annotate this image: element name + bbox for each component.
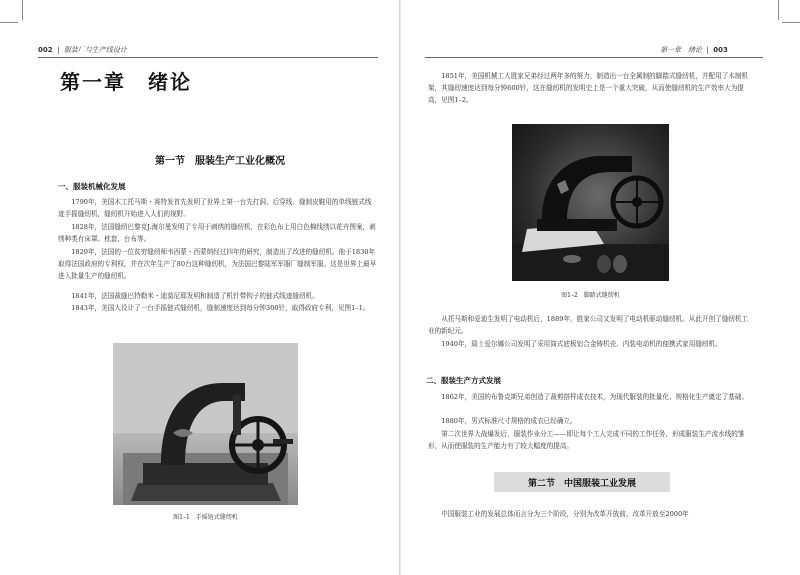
figure-caption-1: 图1–1 手摇链式缝纫机 [173,514,238,521]
right-running-header [660,45,728,55]
paragraph: 1828年，法国缝纫巴黎克J.海尔曼发明了专用于刺绣的缝纫机，在彩色布上用白色棉线绣以花卉图案，刺绣种类有床罩、枕套、台布等。 [58,223,376,243]
paragraph: 1841年，法国裁缝巴特勒米・迪莫尼耶发明和制造了机针带钩子的链式线迹缝纫机。 [71,292,319,300]
paragraph: 1880年，男式标准尺寸规格的成衣已经确立。 [441,417,577,425]
paragraph: 从托马斯和爱迪生发明了电动机后，1889年，胜家公司又发明了电动机驱动缝纫机。从此开创了缝纫机工业的新纪元。 [428,315,749,335]
paragraph: 1843年，美国人设计了一台手摇链式缝纫机，缝制速度达到每分钟300针，取得政府专利，见图1–1。 [71,304,370,312]
paragraph: 1790年，美国木工托马斯・赛特发首先发明了世界上第一台先打洞、后穿线、缝制皮鞋用的单线链式线迹手摇缝纫机，缝纫机开始进入人们的视野。 [58,198,372,218]
paragraph: 第二次世界大战爆发后，服装作业分工——即让每个工人完成不同的工作任务，形成服装生产流水线的雏形，从而使服装的生产能力有了较大幅度的提高。 [428,430,745,450]
right-page-number: 003 [713,46,728,54]
paragraph: 1829年，法国的一位贫穷缝纫师韦西蒙・西蒙纳经过四年的研究，制造出了改进的缝纫机。他于1830年取得法国政府的专利权，并在次年生产了80台这种缝纫机，为法国巴黎陆军军服厂缝制军服。这是世界上最早进入批量生产的缝纫机。 [58,248,377,280]
crop-mark [778,0,779,20]
left-page-number: 002 [38,46,53,54]
left-running-header [38,45,127,55]
section-title: 第一节 服装生产工业化概况 [155,156,285,167]
treadle-sewing-machine-photo [512,124,669,281]
subheading-mechanization: 一、服装机械化发展 [58,182,126,191]
figure-caption-2: 图1–2 脚踏式缝纫机 [561,292,620,299]
right-header-rule [425,57,763,58]
right-running-head: 第一章 绪论 [660,46,702,54]
left-running-head: 服装厂与生产线设计 [63,46,127,54]
hand-crank-sewing-machine-photo [113,343,298,505]
paragraph: 1940年，瑞士爱尔娜公司发明了采用筒式底板铝合金铸机壳、内装电动机的便携式家用缝纫机。 [441,340,722,348]
paragraph: 1851年，美国机械工人胜家兄弟经过两年多的努力，制造出一台全属制的脚踏式缝纫机，并配用了木制机架，其缝纫速度达到每分钟600针，这在缝纫机的发明史上是一个重大突破，从而使缝纫机的生产效率大为提高，见图1–2。 [428,72,749,104]
paragraph: 1862年，美国的布鲁克斯兄弟创造了裁剪搭样成衣技术，为现代服装的批量化、规格化生产奠定了基础。 [441,393,749,401]
section-2-title: 第二节 中国服装工业发展 [527,479,636,489]
crop-mark [0,22,18,23]
subheading-production-methods: 二、服装生产方式发展 [426,376,501,385]
chapter-title: 第一章 绪论 [60,70,192,94]
left-header-rule [38,57,378,58]
header-divider: | [704,46,712,54]
crop-mark [22,0,23,20]
book-gutter [399,0,401,575]
crop-mark [782,22,800,23]
paragraph: 中国服装工业的发展总体而言分为三个阶段，分别为改革开放前、改革开放至2000年 [441,510,689,518]
header-divider: | [54,46,62,54]
